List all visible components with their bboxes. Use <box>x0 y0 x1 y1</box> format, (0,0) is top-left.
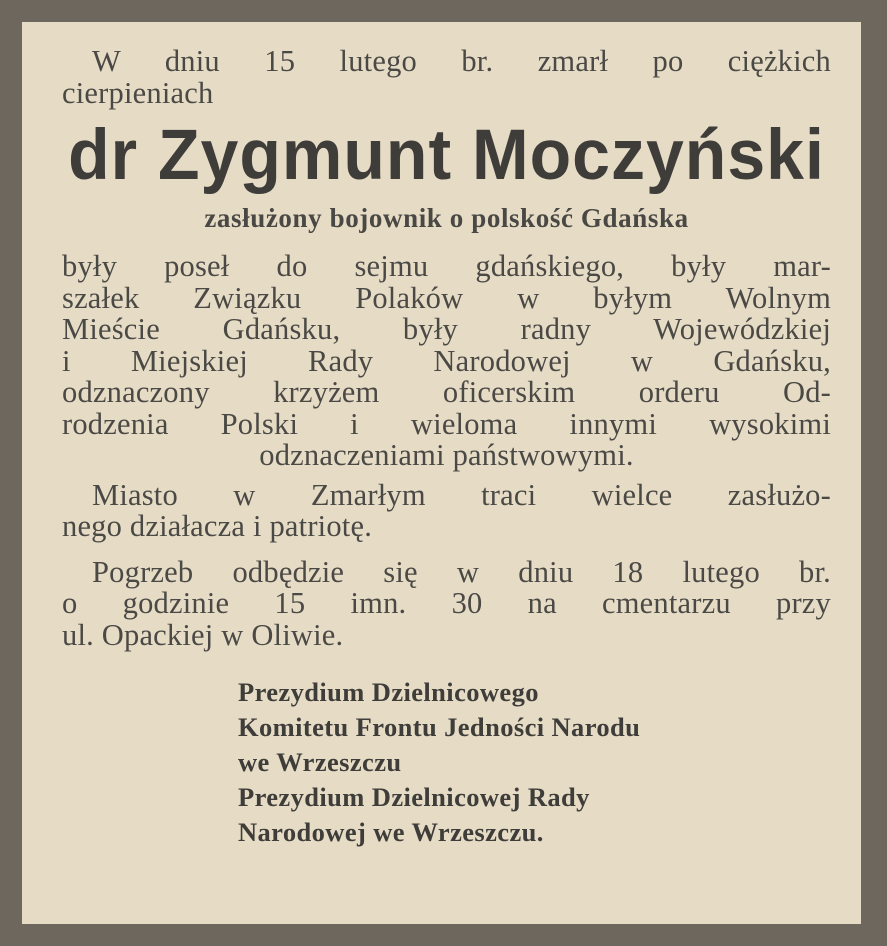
bio-line: Mieście Gdańsku, były radny Wojewódzkiej <box>62 312 831 346</box>
city-loss-line: Miasto w Zmarłym traci wielce zasłużo- <box>92 477 831 512</box>
signature-line: Prezydium Dzielnicowej Rady <box>238 782 590 812</box>
opening-paragraph <box>62 46 831 109</box>
bio-line: były poseł do sejmu gdańskiego, były mar- <box>62 249 831 283</box>
funeral-line: o godzinie 15 imn. 30 na cmentarzu przy <box>62 586 831 620</box>
signature-line: Prezydium Dzielnicowego <box>238 677 539 707</box>
signature-line: Komitetu Frontu Jedności Narodu <box>238 712 641 742</box>
signature-line: Narodowej we Wrzeszczu. <box>238 817 544 847</box>
signature-line: we Wrzeszczu <box>238 747 402 777</box>
deceased-name: dr Zygmunt Moczyński <box>68 115 825 195</box>
bio-line: rodzenia Polski i wieloma innymi wysokimi <box>62 406 831 441</box>
notice-paper <box>22 22 861 924</box>
bio-line: szałek Związku Polaków w byłym Wolnym <box>62 280 831 315</box>
funeral-line: Pogrzeb odbędzie się w dniu 18 lutego br. <box>92 554 831 589</box>
opening-line: cierpieniach <box>62 75 214 110</box>
funeral-line: ul. Opackiej w Oliwie. <box>62 617 344 652</box>
biography-paragraph <box>62 251 831 472</box>
city-loss-line: nego działacza i patriotę. <box>62 509 373 543</box>
deceased-subtitle: zasłużony bojownik o polskość Gdańska <box>204 203 689 233</box>
bio-line: odznaczeniami państwowymi. <box>259 438 634 472</box>
city-loss-paragraph <box>62 477 831 543</box>
funeral-paragraph <box>62 554 831 652</box>
bio-line: odznaczony krzyżem oficerskim orderu Od- <box>62 375 831 409</box>
opening-line: W dniu 15 lutego br. zmarł po ciężkich <box>92 44 831 78</box>
bio-line: i Miejskiej Rady Narodowej w Gdańsku, <box>62 343 831 378</box>
signatures-block <box>62 675 831 850</box>
